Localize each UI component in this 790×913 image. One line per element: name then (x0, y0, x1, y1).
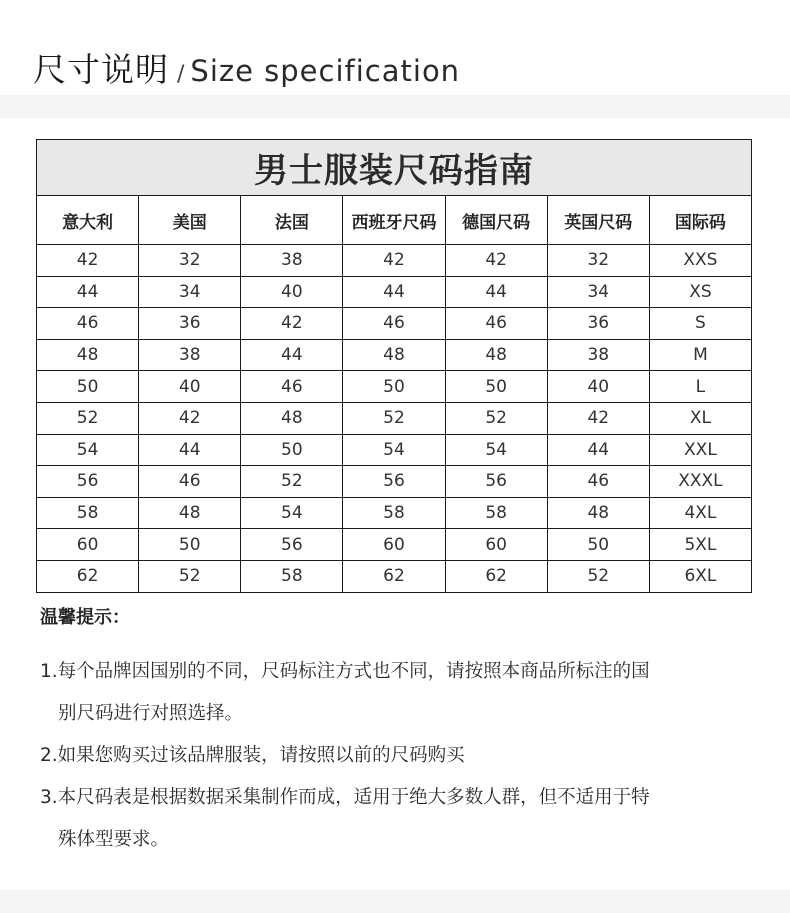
table-cell: 52 (139, 560, 241, 592)
table-cell: 40 (547, 371, 649, 403)
table-row (37, 371, 752, 403)
table-cell: 46 (547, 466, 649, 498)
table-cell: 60 (37, 529, 139, 561)
table-cell: 46 (139, 466, 241, 498)
table-cell: 58 (37, 497, 139, 529)
section-header (33, 44, 460, 88)
table-cell: 38 (547, 339, 649, 371)
table-cell: 52 (547, 560, 649, 592)
table-cell: 38 (241, 245, 343, 277)
table-cell: 60 (445, 529, 547, 561)
table-row (37, 434, 752, 466)
table-cell: 56 (343, 466, 445, 498)
size-chart-table (36, 139, 752, 593)
table-cell: 52 (241, 466, 343, 498)
tips-section (40, 603, 750, 861)
table-cell: 50 (37, 371, 139, 403)
table-cell: 5XL (649, 529, 751, 561)
tip-item: 2.如果您购买过该品牌服装，请按照以前的尺码购买 (40, 745, 465, 766)
table-cell: XL (649, 402, 751, 434)
table-row (37, 497, 752, 529)
table-cell: S (649, 308, 751, 340)
table-cell: 34 (139, 276, 241, 308)
table-cell: 48 (241, 402, 343, 434)
tip-item-continuation: 殊体型要求。 (58, 829, 170, 850)
column-header-usa: 美国 (139, 196, 241, 245)
tips-title: 温馨提示： (40, 607, 130, 628)
table-cell: 46 (343, 308, 445, 340)
column-header-uk: 英国尺码 (547, 196, 649, 245)
divider-band-top (0, 95, 790, 118)
table-cell: 48 (37, 339, 139, 371)
table-cell: 44 (445, 276, 547, 308)
table-cell: 42 (445, 245, 547, 277)
table-cell: 42 (241, 308, 343, 340)
column-header-italy: 意大利 (37, 196, 139, 245)
table-cell: 54 (445, 434, 547, 466)
tip-item: 1.每个品牌因国别的不同，尺码标注方式也不同，请按照本商品所标注的国 (40, 661, 650, 682)
table-cell: 38 (139, 339, 241, 371)
table-row (37, 529, 752, 561)
table-cell: 44 (547, 434, 649, 466)
table-cell: XXS (649, 245, 751, 277)
table-cell: 40 (241, 276, 343, 308)
table-cell: 46 (445, 308, 547, 340)
table-cell: 44 (37, 276, 139, 308)
tip-item-continuation: 别尺码进行对照选择。 (58, 703, 244, 724)
table-cell: 48 (445, 339, 547, 371)
table-cell: 48 (139, 497, 241, 529)
table-cell: 58 (241, 560, 343, 592)
column-header-spain: 西班牙尺码 (343, 196, 445, 245)
table-cell: 62 (37, 560, 139, 592)
section-title-cn: 尺寸说明 (33, 50, 169, 89)
table-cell: 50 (445, 371, 547, 403)
table-cell: 42 (139, 402, 241, 434)
title-separator: / (177, 62, 185, 87)
table-cell: 4XL (649, 497, 751, 529)
size-chart-title: 男士服装尺码指南 (37, 140, 752, 196)
table-cell: 56 (241, 529, 343, 561)
table-cell: 42 (547, 402, 649, 434)
table-cell: 58 (445, 497, 547, 529)
column-header-france: 法国 (241, 196, 343, 245)
column-header-germany: 德国尺码 (445, 196, 547, 245)
table-cell: 54 (37, 434, 139, 466)
table-cell: 44 (139, 434, 241, 466)
table-cell: L (649, 371, 751, 403)
table-cell: XXL (649, 434, 751, 466)
divider-band-bottom (0, 890, 790, 913)
table-cell: 46 (37, 308, 139, 340)
table-row (37, 339, 752, 371)
table-row (37, 308, 752, 340)
table-cell: 52 (445, 402, 547, 434)
table-cell: 6XL (649, 560, 751, 592)
table-cell: 42 (37, 245, 139, 277)
table-row (37, 560, 752, 592)
table-cell: 48 (343, 339, 445, 371)
table-cell: 62 (343, 560, 445, 592)
table-row (37, 245, 752, 277)
table-cell: 44 (343, 276, 445, 308)
tip-item: 3.本尺码表是根据数据采集制作而成，适用于绝大多数人群，但不适用于特 (40, 787, 650, 808)
table-cell: 60 (343, 529, 445, 561)
table-cell: 50 (139, 529, 241, 561)
table-cell: 50 (547, 529, 649, 561)
table-cell: XS (649, 276, 751, 308)
table-row (37, 276, 752, 308)
table-cell: 48 (547, 497, 649, 529)
table-header-row (37, 196, 752, 245)
table-cell: 56 (445, 466, 547, 498)
table-cell: 46 (241, 371, 343, 403)
table-cell: 40 (139, 371, 241, 403)
table-cell: 56 (37, 466, 139, 498)
table-cell: 50 (241, 434, 343, 466)
table-cell: 34 (547, 276, 649, 308)
table-cell: 32 (139, 245, 241, 277)
table-cell: 58 (343, 497, 445, 529)
table-cell: 54 (343, 434, 445, 466)
table-cell: 50 (343, 371, 445, 403)
table-cell: 52 (343, 402, 445, 434)
table-cell: 36 (547, 308, 649, 340)
table-row (37, 402, 752, 434)
table-cell: 32 (547, 245, 649, 277)
table-cell: 44 (241, 339, 343, 371)
table-cell: 62 (445, 560, 547, 592)
table-cell: 36 (139, 308, 241, 340)
column-header-international: 国际码 (649, 196, 751, 245)
table-cell: 54 (241, 497, 343, 529)
section-title-en: Size specification (190, 54, 461, 88)
table-cell: XXXL (649, 466, 751, 498)
table-cell: M (649, 339, 751, 371)
table-cell: 42 (343, 245, 445, 277)
table-row (37, 466, 752, 498)
table-cell: 52 (37, 402, 139, 434)
